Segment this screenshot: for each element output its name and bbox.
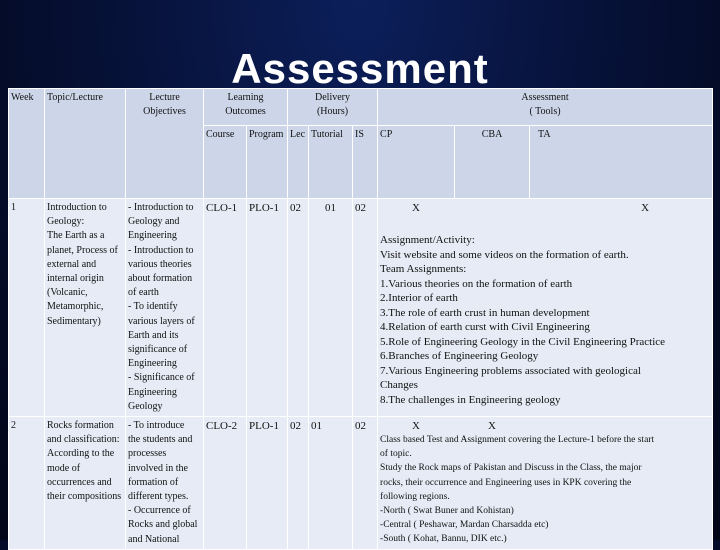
objectives-cell: - Introduction to Geology and Engineering - Introduction to various theories about formation of earth - To identify various layers of Earth and its significance of Engineering - Significance of Engineering Geology (126, 199, 204, 417)
assessment-tools-cell: X X Assignment/Activity: Visit website and some videos on the formation of earth. Team Assignments: 1.Various theories on the formation of earth 2.Interior of earth 3.The role of earth crust in human development 4.Relation of earth curst with Civil Engineering 5.Role of Engineering Geology in the Civil Engineering Practice 6.Branches of Engineering Geology 7.Various Engineering problems associated with geological Changes 8.The challenges in Engineering geology (378, 199, 713, 417)
lec-cell: 02 (288, 199, 309, 417)
program-header: Program (247, 126, 288, 199)
assessment-tools-cell: X X Class based Test and Assignment covering the Lecture-1 before the start of topic. Study the Rock maps of Pakistan and Discuss in the Class, the major rocks, their occurrence and Engineering uses in KPK covering the following regions. -North ( Swat Buner and Kohistan) -Central ( Peshawar, Mardan Charsadda etc) -South ( Kohat, Bannu, DIK etc.) (378, 417, 713, 550)
lec-cell: 02 (288, 417, 309, 550)
week-cell: 2 (9, 417, 45, 550)
cba-header: CBA (455, 126, 530, 199)
course-header: Course (204, 126, 247, 199)
tutorial-header: Tutorial (309, 126, 353, 199)
course-outcome-cell: CLO-1 (204, 199, 247, 417)
topic-cell: Introduction to Geology: The Earth as a planet, Process of external and internal origin (Volcanic, Metamorphic, Sedimentary) (45, 199, 126, 417)
delivery-header: Delivery (Hours) (288, 89, 378, 126)
assessment-header: Assessment ( Tools) (378, 89, 713, 126)
objectives-header: Lecture Objectives (126, 89, 204, 199)
table-row (9, 199, 713, 417)
cba-mark: X (488, 420, 496, 433)
course-outcome-cell: CLO-2 (204, 417, 247, 550)
ta-mark: X (641, 202, 650, 214)
assessment-table (8, 88, 713, 550)
cp-mark: X (412, 420, 420, 433)
tutorial-cell: 01 (309, 199, 353, 417)
objectives-cell: - To introduce the students and processes involved in the formation of different types. - Occurrence of Rocks and global and National (126, 417, 204, 550)
week-cell: 1 (9, 199, 45, 417)
week-header: Week (9, 89, 45, 199)
topic-header: Topic/Lecture (45, 89, 126, 199)
cp-header: CP (378, 126, 455, 199)
is-header: IS (353, 126, 378, 199)
page-title: Assessment (231, 45, 489, 92)
program-outcome-cell: PLO-1 (247, 417, 288, 550)
ta-header: TA (530, 126, 713, 199)
program-outcome-cell: PLO-1 (247, 199, 288, 417)
cp-mark: X (412, 202, 420, 214)
topic-cell: Rocks formation and classification: According to the mode of occurrences and their compositions (45, 417, 126, 550)
lec-header: Lec (288, 126, 309, 199)
is-cell: 02 (353, 199, 378, 417)
outcomes-header: Learning Outcomes (204, 89, 288, 126)
table-row (9, 417, 713, 550)
header-row (9, 89, 713, 126)
tutorial-cell: 01 (309, 417, 353, 550)
is-cell: 02 (353, 417, 378, 550)
